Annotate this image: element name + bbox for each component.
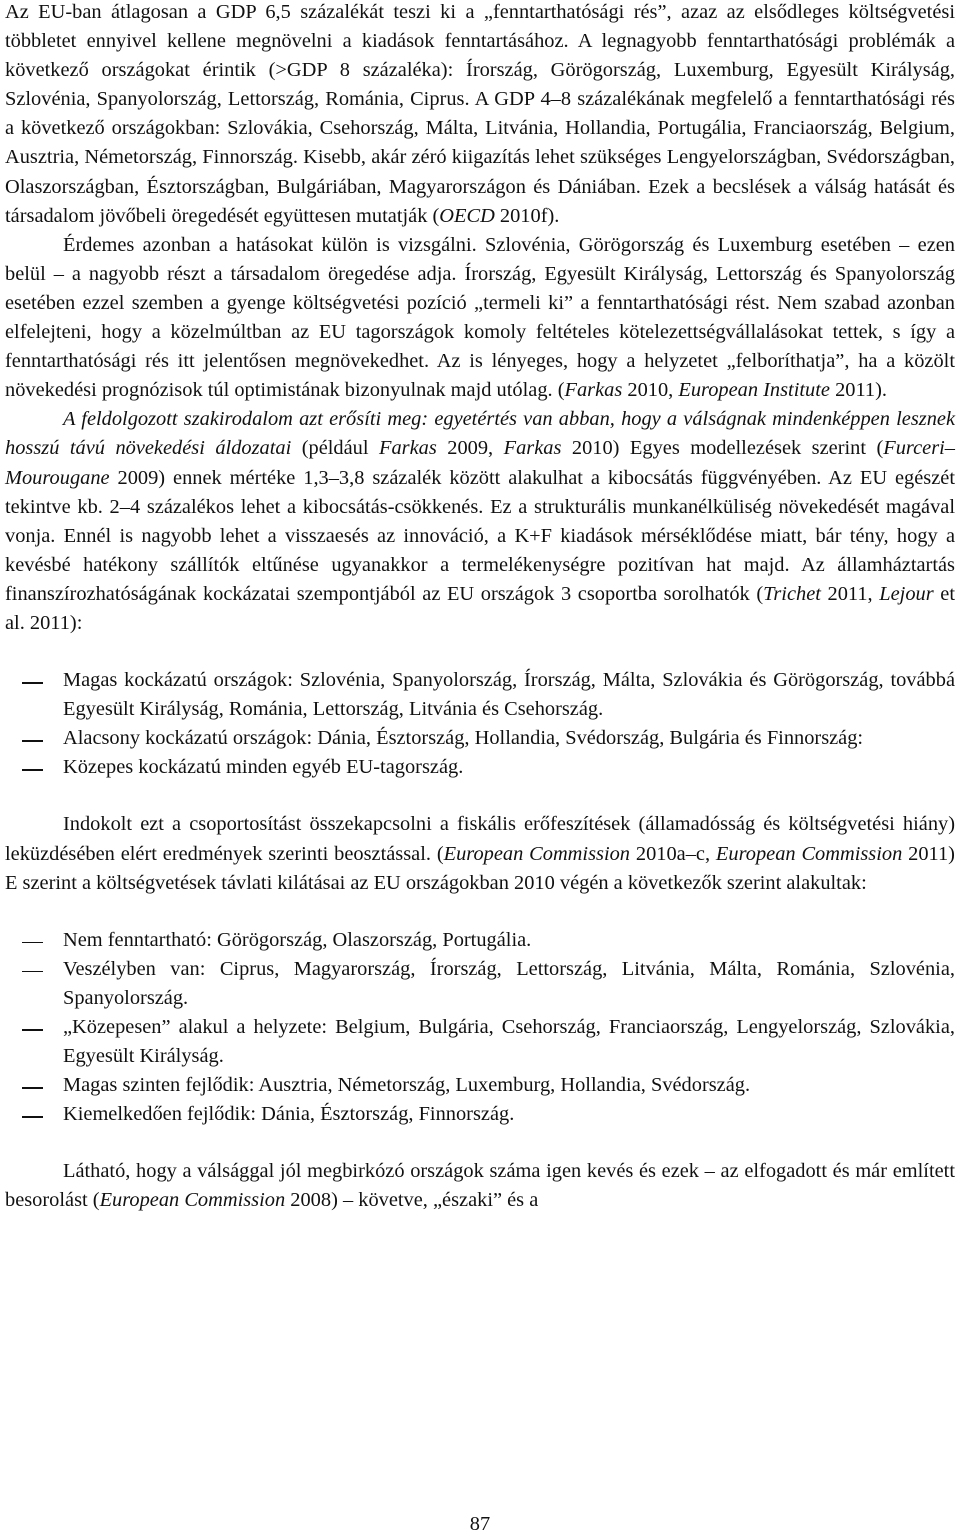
risk-group-list: [5, 666, 955, 782]
document-page: [5, 0, 955, 1216]
dash-bullet-icon: [22, 740, 43, 742]
dash-bullet-icon: [22, 1029, 43, 1031]
paragraph-effects: Érdemes azonban a hatásokat külön is vizsgálni. Szlovénia, Görögország és Luxemburg esetében – ezen belül – a nagyobb részt a társadalom öregedése adja. Írország, Egyesült Királyság, Lettország és Spanyolország esetében ezzel szemben a gyenge költségvetési pozíció „termeli ki” a fenntarthatósági rést. Nem szabad azonban elfelejteni, hogy a közelmúltban az EU tagországok komoly feltételes kötelezettségvállalásokat tettek, s így a fenntarthatósági rés itt jelentősen megnövekedhet. Az is lényeges, hogy a helyzetet „felboríthatja”, ha a közölt növekedési prognózisok túl optimistának bizonyulnak majd utólag. (Farkas 2010, European Institute 2011).: [5, 233, 955, 402]
list-item: Nem fenntartható: Görögország, Olaszország, Portugália.: [5, 926, 955, 955]
dash-bullet-icon: [22, 1087, 43, 1089]
paragraph-grouping: Indokolt ezt a csoportosítást összekapcsolni a fiskális erőfeszítések (államadósság és költségvetési hiány) leküzdésében elért eredmények szerinti beosztással. (European Commission 2010a–c, European Commission 2011) E szerint a költségvetések távlati kilátásai az EU országokban 2010 végén a következők szerint alakultak:: [5, 813, 955, 894]
dash-bullet-icon: [22, 971, 43, 973]
list-item: Közepes kockázatú minden egyéb EU-tagország.: [5, 753, 955, 782]
list-item: Magas kockázatú országok: Szlovénia, Spanyolország, Írország, Málta, Szlovákia és Görögország, továbbá Egyesült Királyság, Románia, Lettország, Litvánia és Csehország.: [5, 666, 955, 724]
spacer: [5, 1129, 955, 1157]
paragraph-literature: A feldolgozott szakirodalom azt erősíti meg: egyetértés van abban, hogy a válságnak mindenképpen lesznek hosszú távú növekedési áldozatai (például Farkas 2009, Farkas 2010) Egyes modellezések szerint (Furceri–Mourougane 2009) ennek mértéke 1,3–3,8 százalék között alakulhat a kibocsátás függvényében. Az EU egészét tekintve kb. 2–4 százalékos lehet a kibocsátás-csökkenés. Ez a strukturális munkanélküliség növekedését magával vonja. Ennél is nagyobb lehet a visszaesés az innováció, a K+F kiadások mérséklődése miatt, bár tény, hogy a kevésbé hatékony szállítók eltűnése ugyanakkor a termelékenységre pozitívan hat majd. Az államháztartás finanszírozhatóságának kockázatai szempontjából az EU országok 3 csoportba sorolhatók (Trichet 2011, Lejour et al. 2011):: [5, 408, 955, 634]
dash-bullet-icon: [22, 682, 43, 684]
budget-outlook-list: [5, 926, 955, 1130]
spacer: [5, 638, 955, 666]
list-item: Alacsony kockázatú országok: Dánia, Észtország, Hollandia, Svédország, Bulgária és Finnország:: [5, 724, 955, 753]
list-item: Veszélyben van: Ciprus, Magyarország, Írország, Lettország, Litvánia, Málta, Románia, Szlovénia, Spanyolország.: [5, 955, 955, 1013]
spacer: [5, 898, 955, 926]
spacer: [5, 782, 955, 810]
paragraph-sustainability-gap: Az EU-ban átlagosan a GDP 6,5 százalékát teszi ki a „fenntarthatósági rés”, azaz az elsődleges költségvetési többletet ennyivel kellene megnövelni a kiadások fenntartásához. A legnagyobb fenntarthatósági problémák a következő országokat érintik (>GDP 8 százaléka): Írország, Görögország, Luxemburg, Egyesült Királyság, Szlovénia, Spanyolország, Lettország, Románia, Ciprus. A GDP 4–8 százalékának megfelelő a fenntarthatósági rés a következő országokban: Szlovákia, Csehország, Málta, Litvánia, Hollandia, Portugália, Franciaország, Belgium, Ausztria, Németország, Finnország. Kisebb, akár zéró kiigazítás lehet szükséges Lengyelországban, Svédországban, Olaszországban, Észtországban, Bulgáriában, Magyarországon és Dániában. Ezek a becslések a válság hatását és társadalom jövőbeli öregedését együttesen mutatják (OECD 2010f).: [5, 1, 955, 227]
list-item: Magas szinten fejlődik: Ausztria, Németország, Luxemburg, Hollandia, Svédország.: [5, 1071, 955, 1100]
dash-bullet-icon: [22, 942, 43, 944]
paragraph-conclusion: Látható, hogy a válsággal jól megbirkózó országok száma igen kevés és ezek – az elfogadott és már említett besorolást (European Commission 2008) – követve, „északi” és a: [5, 1160, 955, 1212]
page-number: 87: [469, 1513, 491, 1535]
dash-bullet-icon: [22, 769, 43, 771]
list-item: „Közepesen” alakul a helyzete: Belgium, Bulgária, Csehország, Franciaország, Lengyelország, Szlovákia, Egyesült Királyság.: [5, 1013, 955, 1071]
dash-bullet-icon: [22, 1116, 43, 1118]
list-item: Kiemelkedően fejlődik: Dánia, Észtország, Finnország.: [5, 1100, 955, 1129]
